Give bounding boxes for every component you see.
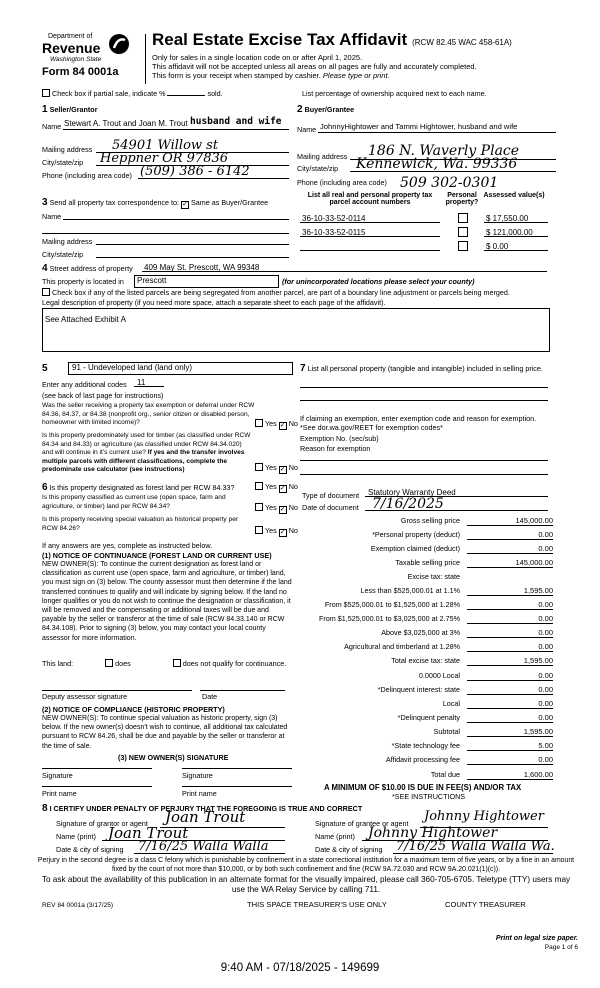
historic-no-checkbox[interactable] xyxy=(279,529,287,537)
does-not-checkbox[interactable] xyxy=(173,659,181,667)
partial-sale-sold: sold. xyxy=(207,89,223,98)
does-label: does xyxy=(115,659,131,668)
tax-row-value[interactable]: 1,600.00 xyxy=(467,770,553,780)
tax-row-label: From $1,525,000.01 to $3,025,000 at 2.75% xyxy=(318,614,460,623)
parcel-2-personal-checkbox[interactable] xyxy=(458,227,468,237)
grantor-sig-label: Signature of grantor or agent xyxy=(56,819,148,828)
form-title-text: Real Estate Excise Tax Affidavit xyxy=(152,30,408,49)
buyer-city-label: City/state/zip xyxy=(297,164,339,173)
notice-1-text: NEW OWNER(S): To continue the current designation as forest land or classification as current use (open space, farm and agriculture, or timber) land, you must sign on (3) below. The county assessor must then determine if the land transferred continues to qualify and will indicate by signing below. If the land no longer qualifies or you do not wish to continue the designation or classification, it will be removed and the compensating or additional taxes will be due and payable by the seller or transferor at the time of sale (RCW 84.33.140 or RCW 84.34.108). Prior to signing (3) below, you may contact your local county assessor for more information. xyxy=(42,561,292,642)
street-label-text: Street address of property xyxy=(49,264,133,273)
owner-print-2: Print name xyxy=(182,789,217,798)
q-exemption: Was the seller receiving a property tax exemption or deferral under RCW 84.36, 84.37, or 84.38 (nonprofit org., senior citizen or disabled person, homeowner with limited income)? xyxy=(42,402,255,426)
tax-row-value[interactable]: 145,000.00 xyxy=(467,558,553,568)
forest-no: No xyxy=(288,482,298,491)
buyer-name-label: Name xyxy=(297,125,317,134)
tax-row-label: Less than $525,000.01 at 1.1% xyxy=(360,586,460,595)
tax-row-label: Subtotal xyxy=(433,727,460,736)
minimum-due: A MINIMUM OF $10.00 IS DUE IN FEE(S) AND/OR TAX xyxy=(324,783,522,792)
same-as-buyer-label: Same as Buyer/Grantee xyxy=(191,198,269,207)
exemption-no-label: Exemption No. (sec/sub) xyxy=(300,434,379,443)
tax-row-value[interactable]: 0.00 xyxy=(467,755,553,765)
tax-row-label: 0.0000 Local xyxy=(418,671,460,680)
certify-text: I CERTIFY UNDER PENALTY OF PERJURY THAT THE FOREGOING IS TRUE AND CORRECT xyxy=(49,804,363,813)
recording-stamp: 9:40 AM - 07/18/2025 - 149699 xyxy=(220,962,380,974)
does-not-label: does not qualify for continuance. xyxy=(182,659,287,668)
see-instructions: *SEE INSTRUCTIONS xyxy=(392,792,466,801)
tax-row xyxy=(300,628,553,640)
current-use-no: No xyxy=(288,503,298,512)
owner-print-1: Print name xyxy=(42,789,77,798)
personal-prop-label: 7 List all personal property (tangible and intangible) included in selling price. xyxy=(300,363,543,374)
corr-mail-label: Mailing address xyxy=(42,237,93,246)
additional-codes-value[interactable]: 11 xyxy=(137,378,146,387)
tax-row-label: *Personal property (deduct) xyxy=(372,530,460,539)
land-use-code[interactable]: 91 - Undeveloped land (land only) xyxy=(68,362,293,375)
timber-yes: Yes xyxy=(265,463,277,472)
tax-row-value[interactable]: 145,000.00 xyxy=(467,516,553,526)
seller-city-label: City/state/zip xyxy=(42,158,84,167)
notice-2-text: NEW OWNER(S): To continue special valuation as historic property, sign (3) below. If the new owner(s) doesn't wish to continue, all additional tax calculated pursuant to RCW 84.26, shall be due and payable by the seller or transferor at the time of sale. xyxy=(42,715,288,750)
timber-yes-checkbox[interactable] xyxy=(255,463,263,471)
legal-paper-note: Print on legal size paper. xyxy=(495,935,578,942)
tax-row xyxy=(300,572,553,584)
parcel-val-2[interactable]: $ 121,000.00 xyxy=(486,228,533,237)
deputy-signature-label: Deputy assessor signature xyxy=(42,692,128,701)
tax-row xyxy=(300,642,553,654)
tax-row xyxy=(300,770,553,782)
doc-date-label: Date of document xyxy=(302,503,359,512)
tax-row xyxy=(300,656,553,668)
forest-yes-checkbox[interactable] xyxy=(255,482,263,490)
grantor-name-label: Name (print) xyxy=(56,832,96,841)
tax-row xyxy=(300,586,553,598)
buyer-city[interactable]: Kennewick, Wa. 99336 xyxy=(356,156,518,172)
grantor-name[interactable]: Joan Trout xyxy=(108,824,189,842)
tax-row xyxy=(300,671,553,683)
timber-no: No xyxy=(288,463,298,472)
grantee-name-label: Name (print) xyxy=(315,832,355,841)
grantee-sig-label: Signature of grantee or agent xyxy=(315,819,409,828)
seller-phone[interactable]: (509) 386 - 6142 xyxy=(140,164,250,179)
grantee-signature[interactable]: Johnny Hightower xyxy=(424,809,544,824)
header-note-2: This affidavit will not be accepted unless all areas on all pages are fully and accurately completed. xyxy=(152,62,477,71)
tax-row-label: Total due xyxy=(430,770,460,779)
exemption-claim-text: If claiming an exemption, enter exemption code and reason for exemption. *See dor.wa.gov/REET for exemption codes* xyxy=(300,414,537,432)
current-use-no-checkbox[interactable] xyxy=(279,506,287,514)
doc-type-label: Type of document xyxy=(302,491,360,500)
parcels-header-3: Assessed value(s) xyxy=(483,192,545,199)
parcel-val-3[interactable]: $ 0.00 xyxy=(486,242,509,251)
tax-row-value[interactable]: 0.00 xyxy=(467,685,553,695)
notice-2-title: (2) NOTICE OF COMPLIANCE (HISTORIC PROPERTY) xyxy=(42,705,225,714)
header-note-3-a: This form is your receipt when stamped by cashier. xyxy=(152,71,321,80)
tax-row-label: Above $3,025,000 at 3% xyxy=(381,628,460,637)
page-number: Page 1 of 6 xyxy=(544,944,578,951)
form-rcw: (RCW 82.45 WAC 458-61A) xyxy=(412,38,512,47)
treasurer-use: THIS SPACE TREASURER'S USE ONLY xyxy=(247,900,387,909)
q-forest-text: Is this property designated as forest land per RCW 84.33? xyxy=(49,483,235,492)
q-historic-yn xyxy=(255,526,298,537)
tax-row xyxy=(300,713,553,725)
dor-logo xyxy=(36,33,136,83)
seller-city[interactable]: Heppner OR 97836 xyxy=(100,151,229,166)
rev-number: REV 84 0001a (3/17/25) xyxy=(42,902,114,909)
forest-yes: Yes xyxy=(265,482,277,491)
buyer-phone[interactable]: 509 302-0301 xyxy=(400,175,499,191)
seller-mail[interactable]: 54901 Willow st xyxy=(112,138,219,153)
same-as-buyer-checkbox[interactable] xyxy=(181,201,189,209)
partial-sale-checkbox[interactable] xyxy=(42,89,50,97)
tax-row-label: Local xyxy=(442,699,460,708)
correspondence-label: Send all property tax correspondence to: xyxy=(49,198,180,207)
location-value[interactable]: Prescott xyxy=(134,275,279,288)
tax-row-label: *State technology fee xyxy=(391,741,460,750)
grantor-date-city[interactable]: 7/16/25 Walla Walla xyxy=(138,839,269,854)
buyer-name[interactable]: JohnnyHightower and Tammi Hightower, husband and wife xyxy=(320,122,518,131)
tax-row-value[interactable]: 0.00 xyxy=(467,699,553,709)
header-divider xyxy=(145,34,146,84)
this-land-label: This land: xyxy=(42,659,74,668)
corr-city-label: City/state/zip xyxy=(42,250,84,259)
grantee-date-city[interactable]: 7/16/25 Walla Walla Wa. xyxy=(396,839,555,854)
notice-3-title: (3) NEW OWNER(S) SIGNATURE xyxy=(118,753,229,762)
tax-row-value[interactable]: 0.00 xyxy=(467,544,553,554)
q-timber-bold: If yes and the transfer involves multiple parcels with different classifications, complete the predominate use calculator (see instructions) xyxy=(42,449,245,473)
seller-heading-text: Seller/Grantor xyxy=(49,105,98,114)
seller-name-hw[interactable]: husband and wife xyxy=(190,116,282,127)
if-any-yes: If any answers are yes, complete as instructed below. xyxy=(42,541,213,550)
grantor-signature[interactable]: Joan Trout xyxy=(165,808,246,826)
exemption-yes: Yes xyxy=(265,419,277,428)
tax-row-value[interactable]: 0.00 xyxy=(467,600,553,610)
tax-row-value[interactable]: 1,595.00 xyxy=(467,727,553,737)
current-use-yes: Yes xyxy=(265,503,277,512)
seller-heading: 1 Seller/Grantor xyxy=(42,104,98,115)
tax-row xyxy=(300,600,553,612)
parcels-header-1: List all real and personal property tax parcel account numbers xyxy=(307,192,433,206)
exemption-no: No xyxy=(288,419,298,428)
parcels-header-2: Personal property? xyxy=(445,192,479,206)
tax-row-value[interactable]: 0.00 xyxy=(467,642,553,652)
form-number: Form 84 0001a xyxy=(42,66,119,78)
tax-row-label: *Delinquent interest: state xyxy=(377,685,460,694)
state-name: Washington State xyxy=(50,56,102,63)
notice-1-title: (1) NOTICE OF CONTINUANCE (FOREST LAND OR CURRENT USE) xyxy=(42,551,272,560)
seller-phone-label: Phone (including area code) xyxy=(42,171,132,180)
perjury-notice: Perjury in the second degree is a class C felony which is punishable by confinement in a state correctional institution for a maximum term of five years, or by a fine in an amount fixed by the court of not more than $10,000, or by both such confinement and fine (RCW 9A.72.030 and RCW 9A.20.021(1)(c)). xyxy=(37,857,575,873)
tax-row xyxy=(300,558,553,570)
parcel-num-2[interactable]: 36-10-33-52-0115 xyxy=(302,228,366,237)
owner-sig-2: Signature xyxy=(182,771,213,780)
seller-name-label: Name xyxy=(42,122,62,131)
tax-row-value[interactable]: 0.00 xyxy=(467,671,553,681)
ownership-note: List percentage of ownership acquired next to each name. xyxy=(302,89,487,98)
tax-row xyxy=(300,516,553,528)
legal-description-box[interactable] xyxy=(42,308,550,352)
codes-see: (see back of last page for instructions) xyxy=(42,391,164,400)
deputy-date-label: Date xyxy=(202,692,218,701)
county-treasurer: COUNTY TREASURER xyxy=(445,900,526,909)
segregate-label: Check box if any of the listed parcels are being segregated from another parcel, are part of a boundary line adjustment or parcels being merged. xyxy=(52,288,510,297)
alternate-format: To ask about the availability of this publication in an alternate format for the visually impaired, please call 360-705-6705. Teletype (TTY) users may use the WA Relay Service by calling 711. xyxy=(41,875,571,894)
tax-row xyxy=(300,544,553,556)
section-5-num: 5 xyxy=(42,363,48,374)
grantee-name[interactable]: Johnny Hightower xyxy=(368,825,498,841)
additional-codes-label: Enter any additional codes xyxy=(42,380,127,389)
certify-row: 8 I CERTIFY UNDER PENALTY OF PERJURY THAT THE FOREGOING IS TRUE AND CORRECT xyxy=(42,803,363,814)
partial-sale-label: Check box if partial sale, indicate % xyxy=(52,89,166,98)
revenue-logo-icon xyxy=(108,33,130,55)
tax-row xyxy=(300,614,553,626)
tax-row-value[interactable]: 0.00 xyxy=(467,530,553,540)
tax-row-value[interactable]: 0.00 xyxy=(467,628,553,638)
header-note-3-b: Please type or print. xyxy=(322,71,390,80)
tax-row-label: Total excise tax: state xyxy=(391,656,460,665)
this-land-row xyxy=(42,659,286,668)
buyer-heading: 2 Buyer/Grantee xyxy=(297,104,355,115)
doc-date-value[interactable]: 7/16/2025 xyxy=(372,496,444,512)
buyer-heading-text: Buyer/Grantee xyxy=(304,105,355,114)
exemption-yes-checkbox[interactable] xyxy=(255,419,263,427)
q-timber-text: Is this property predominately used for timber (as classified under RCW 84.34 and 84.33) or agriculture (as classified under RCW 84.34.020) and will continue in it's current use? xyxy=(42,432,251,456)
tax-row-label: From $525,000.01 to $1,525,000 at 1.28% xyxy=(324,600,460,609)
q-current-use-yn xyxy=(255,503,298,514)
dept-name: Revenue xyxy=(42,40,101,56)
parcel-num-1[interactable]: 36-10-33-52-0114 xyxy=(302,214,366,223)
historic-yes-checkbox[interactable] xyxy=(255,526,263,534)
header-note-3 xyxy=(152,71,390,80)
tax-row-value[interactable]: 1,595.00 xyxy=(467,586,553,596)
parcel-1-personal-checkbox[interactable] xyxy=(458,213,468,223)
buyer-mail[interactable]: 186 N. Waverly Place xyxy=(368,143,520,159)
historic-no: No xyxy=(288,526,298,535)
does-checkbox[interactable] xyxy=(105,659,113,667)
location-note: (for unincorporated locations please select your county) xyxy=(282,277,475,286)
tax-row-label: *Delinquent penalty xyxy=(397,713,460,722)
q-forest-yn xyxy=(255,482,298,493)
tax-row-value[interactable]: 1,595.00 xyxy=(467,656,553,666)
grantor-date-label: Date & city of signing xyxy=(56,845,124,854)
segregate-checkbox[interactable] xyxy=(42,288,50,296)
forest-no-checkbox[interactable] xyxy=(279,485,287,493)
street-label: 4 Street address of property xyxy=(42,263,133,274)
street-value[interactable]: 409 May St. Prescott, WA 99348 xyxy=(144,263,260,272)
tax-row-label: Excise tax: state xyxy=(407,572,460,581)
partial-sale xyxy=(42,89,223,98)
q-exemption-yn xyxy=(255,419,298,430)
tax-row-label: Affidavit processing fee xyxy=(385,755,460,764)
q-current-use: Is this property classified as current use (open space, farm and agriculture, or timber) land per RCW 84.34? xyxy=(42,494,226,510)
parcel-val-1[interactable]: $ 17,550.00 xyxy=(486,214,529,223)
seller-name-typed[interactable]: Stewart A. Trout and Joan M. Trout xyxy=(64,119,188,128)
buyer-phone-label: Phone (including area code) xyxy=(297,178,387,187)
location-label: This property is located in xyxy=(42,277,124,286)
tax-row-label: Exemption claimed (deduct) xyxy=(370,544,460,553)
tax-row-value[interactable]: 0.00 xyxy=(467,713,553,723)
tax-row-value[interactable]: 5.00 xyxy=(467,741,553,751)
personal-prop-text: List all personal property (tangible and intangible) included in selling price. xyxy=(307,364,543,373)
reason-label: Reason for exemption xyxy=(300,444,371,453)
parcel-3-personal-checkbox[interactable] xyxy=(458,241,468,251)
owner-sig-1: Signature xyxy=(42,771,73,780)
historic-yes: Yes xyxy=(265,526,277,535)
header-note-1: Only for sales in a single location code on or after April 1, 2025. xyxy=(152,53,363,62)
buyer-mail-label: Mailing address xyxy=(297,152,348,161)
segregate-row xyxy=(42,288,510,297)
timber-no-checkbox[interactable] xyxy=(279,466,287,474)
tax-row-label: Gross selling price xyxy=(400,516,460,525)
seller-mail-label: Mailing address xyxy=(42,145,93,154)
tax-row xyxy=(300,741,553,753)
legal-label: Legal description of property (if you need more space, attach a separate sheet to each page of the affidavit). xyxy=(42,298,386,307)
exemption-no-checkbox[interactable] xyxy=(279,422,287,430)
tax-row xyxy=(300,685,553,697)
tax-row-label: Agricultural and timberland at 1.28% xyxy=(344,642,460,651)
tax-row-label: Taxable selling price xyxy=(395,558,460,567)
current-use-yes-checkbox[interactable] xyxy=(255,503,263,511)
legal-description: See Attached Exhibit A xyxy=(45,315,126,324)
corr-name-label: Name xyxy=(42,212,62,221)
tax-row xyxy=(300,699,553,711)
tax-row xyxy=(300,530,553,542)
tax-row xyxy=(300,755,553,767)
q-timber-yn xyxy=(255,463,298,474)
doc-type-value[interactable]: Statutory Warranty Deed xyxy=(368,488,456,497)
tax-row-value[interactable]: 0.00 xyxy=(467,614,553,624)
tax-row xyxy=(300,727,553,739)
dept-line: Department of xyxy=(48,33,93,40)
q-timber xyxy=(42,432,254,475)
q-forest: 6 Is this property designated as forest land per RCW 84.33? xyxy=(42,482,235,493)
q-historic: Is this property receiving special valuation as historical property per RCW 84.26? xyxy=(42,516,239,532)
grantee-date-label: Date & city of signing xyxy=(315,845,383,854)
form-title xyxy=(152,30,512,50)
correspondence-heading: 3 Send all property tax correspondence to: ✓ Same as Buyer/Grantee xyxy=(42,197,268,209)
